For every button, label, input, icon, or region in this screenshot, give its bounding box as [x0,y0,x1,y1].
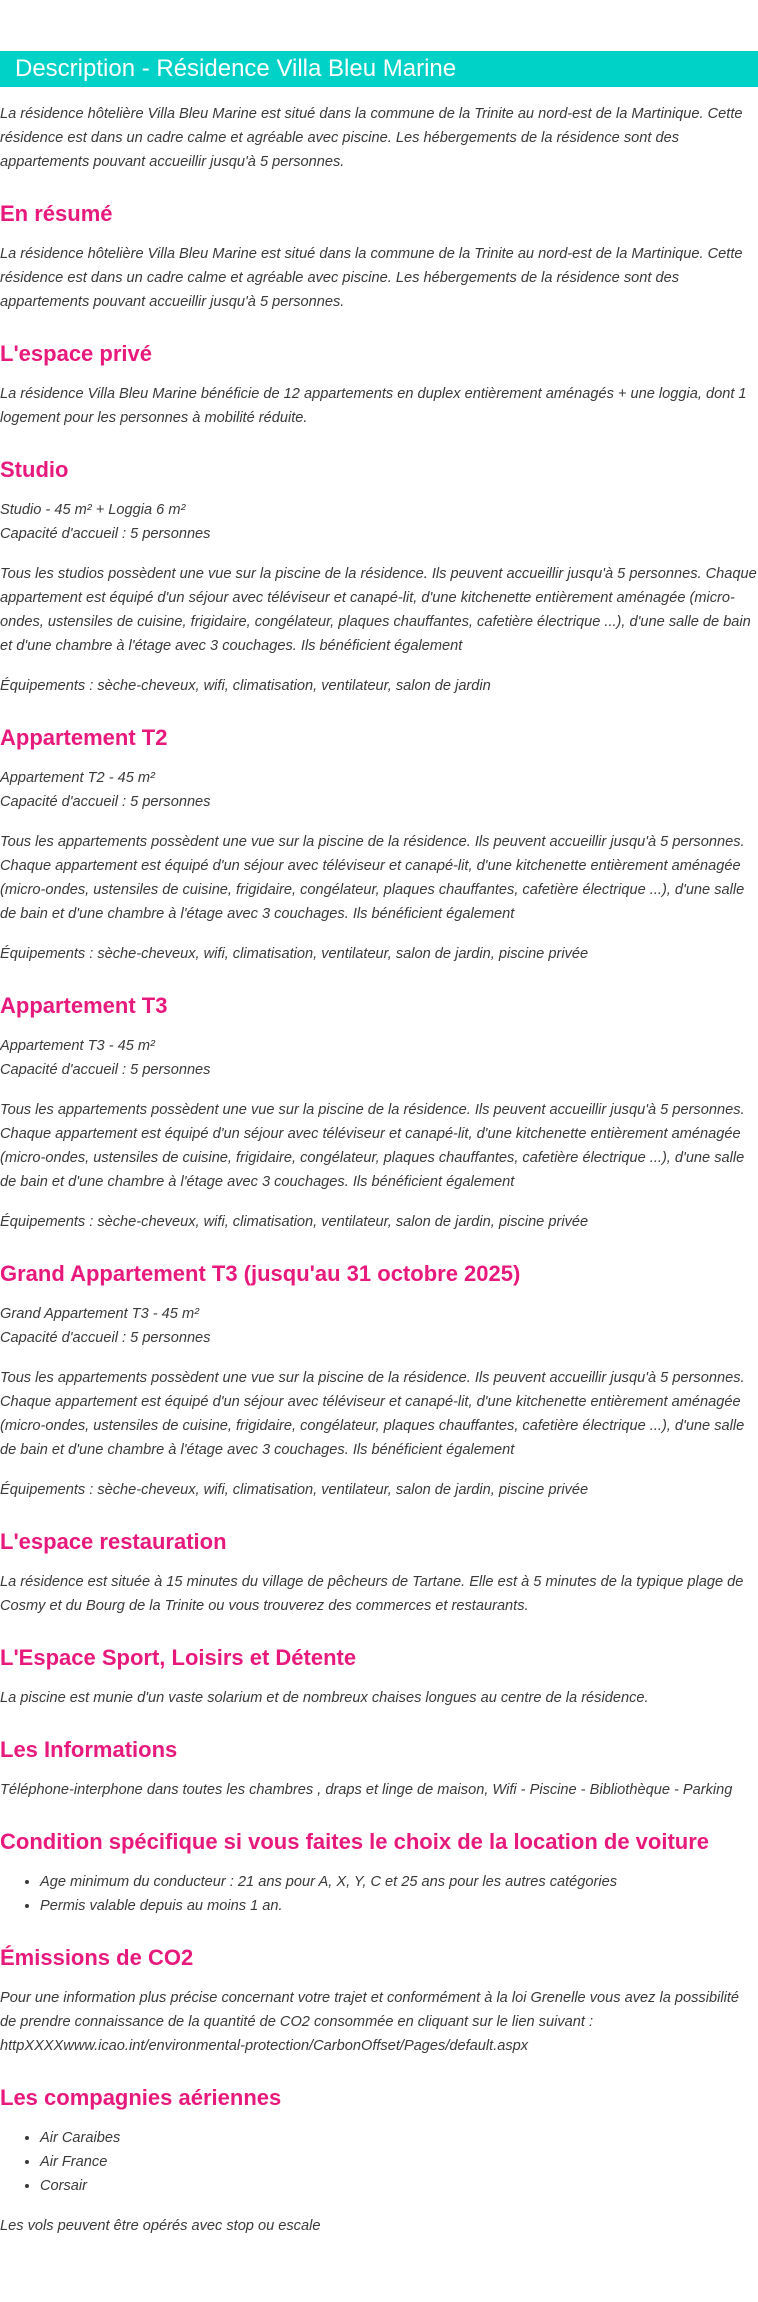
t3-equipment: Équipements : sèche-cheveux, wifi, climatisation, ventilateur, salon de jardin, piscine privée [0,1214,589,1230]
t2-heading: Appartement T2 [0,725,168,750]
studio-capacity: Capacité d'accueil : 5 personnes [0,526,211,542]
sport-heading: L'Espace Sport, Loisirs et Détente [0,1645,357,1670]
grand-t3-heading: Grand Appartement T3 (jusqu'au 31 octobre 2025) [0,1261,521,1286]
studio-size-capacity [0,498,758,546]
restauration-text: La résidence est située à 15 minutes du village de pêcheurs de Tartane. Elle est à 5 minutes de la typique plage de Cosmy et du Bourg de la Trinite ou vous trouverez des commerces et restaurants. [0,1574,744,1614]
compagnies-list [0,2126,758,2198]
espace-prive-text: La résidence Villa Bleu Marine bénéficie de 12 appartements en duplex entièrement aménagés + une loggia, dont 1 logement pour les personnes à mobilité réduite. [0,386,747,426]
list-item: • Age minimum du conducteur : 21 ans pour A, X, Y, C et 25 ans pour les autres catégories [40,1870,758,1894]
compagnies-heading: Les compagnies aériennes [0,2085,282,2110]
t2-size: Appartement T2 - 45 m² [0,770,155,786]
t3-size-capacity [0,1034,758,1082]
informations-heading: Les Informations [0,1737,178,1762]
page-title: Description - Résidence Villa Bleu Marine [15,55,457,82]
t3-size: Appartement T3 - 45 m² [0,1038,155,1054]
page-title-banner [0,51,758,87]
list-item: • Air France [40,2150,758,2174]
voiture-conditions-list [0,1870,758,1918]
resume-heading: En résumé [0,201,113,226]
studio-equipment: Équipements : sèche-cheveux, wifi, climatisation, ventilateur, salon de jardin [0,678,491,694]
list-item: • Corsair [40,2174,758,2198]
intro-text: La résidence hôtelière Villa Bleu Marine est situé dans la commune de la Trinite au nord-est de la Martinique. Cette résidence est dans un cadre calme et agréable avec piscine. Les hébergements de la résidence sont des appartements pouvant accueillir jusqu'à 5 personnes. [0,106,743,170]
t2-capacity: Capacité d'accueil : 5 personnes [0,794,211,810]
studio-heading: Studio [0,457,69,482]
list-item: • Permis valable depuis au moins 1 an. [40,1894,758,1918]
t3-capacity: Capacité d'accueil : 5 personnes [0,1062,211,1078]
espace-prive-heading: L'espace privé [0,341,152,366]
informations-text: Téléphone-interphone dans toutes les chambres , draps et linge de maison, Wifi - Piscine - Bibliothèque - Parking [0,1782,733,1798]
t3-heading: Appartement T3 [0,993,168,1018]
voiture-heading: Condition spécifique si vous faites le choix de la location de voiture [0,1829,710,1854]
grand-t3-capacity: Capacité d'accueil : 5 personnes [0,1330,211,1346]
grand-t3-size-capacity [0,1302,758,1350]
list-item: • Air Caraibes [40,2126,758,2150]
description-content [0,102,758,2254]
grand-t3-description: Tous les appartements possèdent une vue sur la piscine de la résidence. Ils peuvent accueillir jusqu'à 5 personnes. Chaque appartement est équipé d'un séjour avec téléviseur et canapé-lit, d'une kitchenette entièrement aménagée (micro-ondes, ustensiles de cuisine, frigidaire, congélateur, plaques chauffantes, cafetière électrique ...), d'une salle de bain et d'une chambre à l'étage avec 3 couchages. Ils bénéficient également [0,1370,745,1458]
studio-description: Tous les studios possèdent une vue sur la piscine de la résidence. Ils peuvent accueillir jusqu'à 5 personnes. Chaque appartement est équipé d'un séjour avec téléviseur et canapé-lit, d'une kitchenette entièrement aménagée (micro-ondes, ustensiles de cuisine, frigidaire, congélateur, plaques chauffantes, cafetière électrique ...), d'une salle de bain et d'une chambre à l'étage avec 3 couchages. Ils bénéficient également [0,566,757,654]
compagnies-note: Les vols peuvent être opérés avec stop ou escale [0,2218,321,2234]
studio-size: Studio - 45 m² + Loggia 6 m² [0,502,186,518]
t2-size-capacity [0,766,758,814]
sport-text: La piscine est munie d'un vaste solarium et de nombreux chaises longues au centre de la résidence. [0,1690,649,1706]
restauration-heading: L'espace restauration [0,1529,227,1554]
grand-t3-equipment: Équipements : sèche-cheveux, wifi, climatisation, ventilateur, salon de jardin, piscine privée [0,1482,589,1498]
t2-description: Tous les appartements possèdent une vue sur la piscine de la résidence. Ils peuvent accueillir jusqu'à 5 personnes. Chaque appartement est équipé d'un séjour avec téléviseur et canapé-lit, d'une kitchenette entièrement aménagée (micro-ondes, ustensiles de cuisine, frigidaire, congélateur, plaques chauffantes, cafetière électrique ...), d'une salle de bain et d'une chambre à l'étage avec 3 couchages. Ils bénéficient également [0,834,745,922]
t2-equipment: Équipements : sèche-cheveux, wifi, climatisation, ventilateur, salon de jardin, piscine privée [0,946,589,962]
grand-t3-size: Grand Appartement T3 - 45 m² [0,1306,199,1322]
co2-heading: Émissions de CO2 [0,1945,194,1970]
resume-text: La résidence hôtelière Villa Bleu Marine est situé dans la commune de la Trinite au nord-est de la Martinique. Cette résidence est dans un cadre calme et agréable avec piscine. Les hébergements de la résidence sont des appartements pouvant accueillir jusqu'à 5 personnes. [0,246,743,310]
t3-description: Tous les appartements possèdent une vue sur la piscine de la résidence. Ils peuvent accueillir jusqu'à 5 personnes. Chaque appartement est équipé d'un séjour avec téléviseur et canapé-lit, d'une kitchenette entièrement aménagée (micro-ondes, ustensiles de cuisine, frigidaire, congélateur, plaques chauffantes, cafetière électrique ...), d'une salle de bain et d'une chambre à l'étage avec 3 couchages. Ils bénéficient également [0,1102,745,1190]
co2-text: Pour une information plus précise concernant votre trajet et conformément à la loi Grenelle vous avez la possibilité de prendre connaissance de la quantité de CO2 consommée en cliquant sur le lien suivant : httpXXXXwww.icao.int/environmental-protection/CarbonOffset/Pages/default.aspx [0,1990,739,2054]
